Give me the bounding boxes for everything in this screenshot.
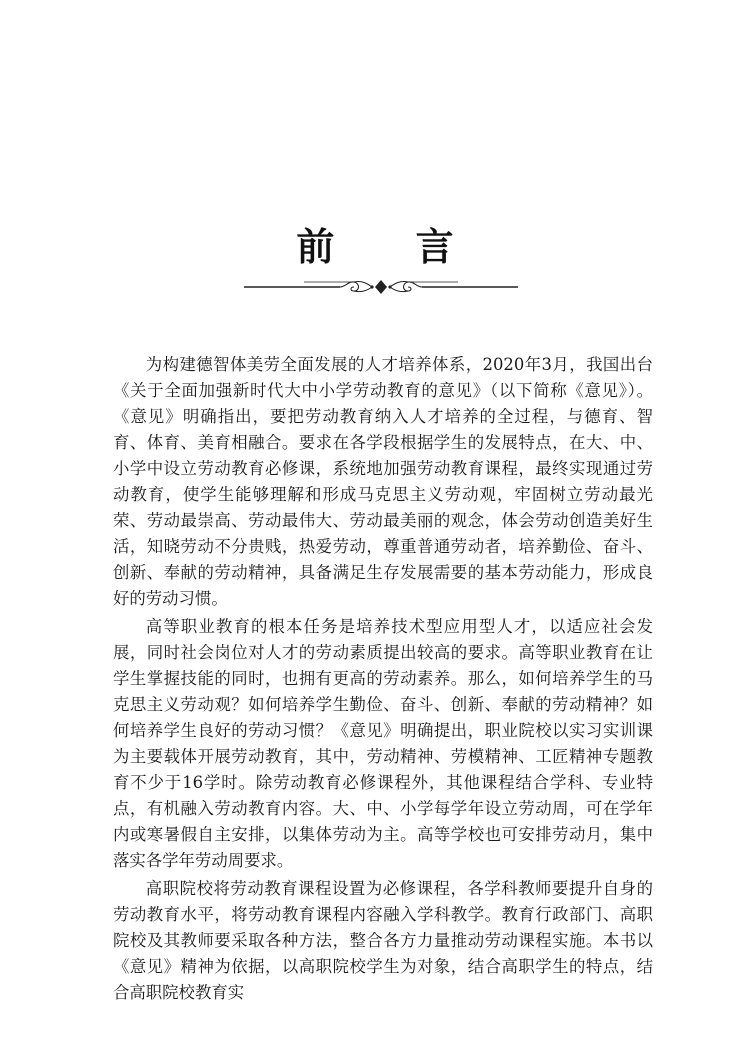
paragraph: 高等职业教育的根本任务是培养技术型应用型人才，以适应社会发展，同时社会岗位对人才的劳动素质提出较高的要求。高等职业教育在让学生掌握技能的同时，也拥有更高的劳动素养。那么，如何培养学生的马克思主义劳动观？如何培养学生勤俭、奋斗、创新、奉献的劳动精神？如何培养学生良好的劳动习惯？《意见》明确提出，职业院校以实习实训课为主要载体开展劳动教育，其中，劳动精神、劳模精神、工匠精神专题教育不少于16学时。除劳动教育必修课程外，其他课程结合学科、专业特点，有机融入劳动教育内容。大、中、小学每学年设立劳动周，可在学年内或寒暑假自主安排，以集体劳动为主。高等学校也可安排劳动月，集中落实各学年劳动周要求。	[113, 617, 653, 870]
paragraph: 高职院校将劳动教育课程设置为必修课程，各学科教师要提升自身的劳动教育水平，将劳动教育课程内容融入学科教学。教育行政部门、高职院校及其教师要采取各种方法，整合各方力量推动劳动课程实施。本书以《意见》精神为依据，以高职院校学生为对象，结合高职学生的特点，结合高职院校教育实	[113, 879, 653, 1002]
page-title: 前 言	[296, 224, 488, 269]
paragraph: 为构建德智体美劳全面发展的人才培养体系，2020年3月，我国出台《关于全面加强新时代大中小学劳动教育的意见》（以下简称《意见》）。《意见》明确指出，要把劳动教育纳入人才培养的全过程，与德育、智育、体育、美育相融合。要求在各学段根据学生的发展特点，在大、中、小学中设立劳动教育必修课，系统地加强劳动教育课程，最终实现通过劳动教育，使学生能够理解和形成马克思主义劳动观，牢固树立劳动最光荣、劳动最崇高、劳动最伟大、劳动最美丽的观念，体会劳动创造美好生活，知晓劳动不分贵贱，热爱劳动，尊重普通劳动者，培养勤俭、奋斗、创新、奉献的劳动精神，具备满足生存发展需要的基本劳动能力，形成良好的劳动习惯。	[113, 355, 653, 608]
preface-body	[113, 352, 653, 1008]
flourish-divider-icon	[244, 276, 518, 298]
